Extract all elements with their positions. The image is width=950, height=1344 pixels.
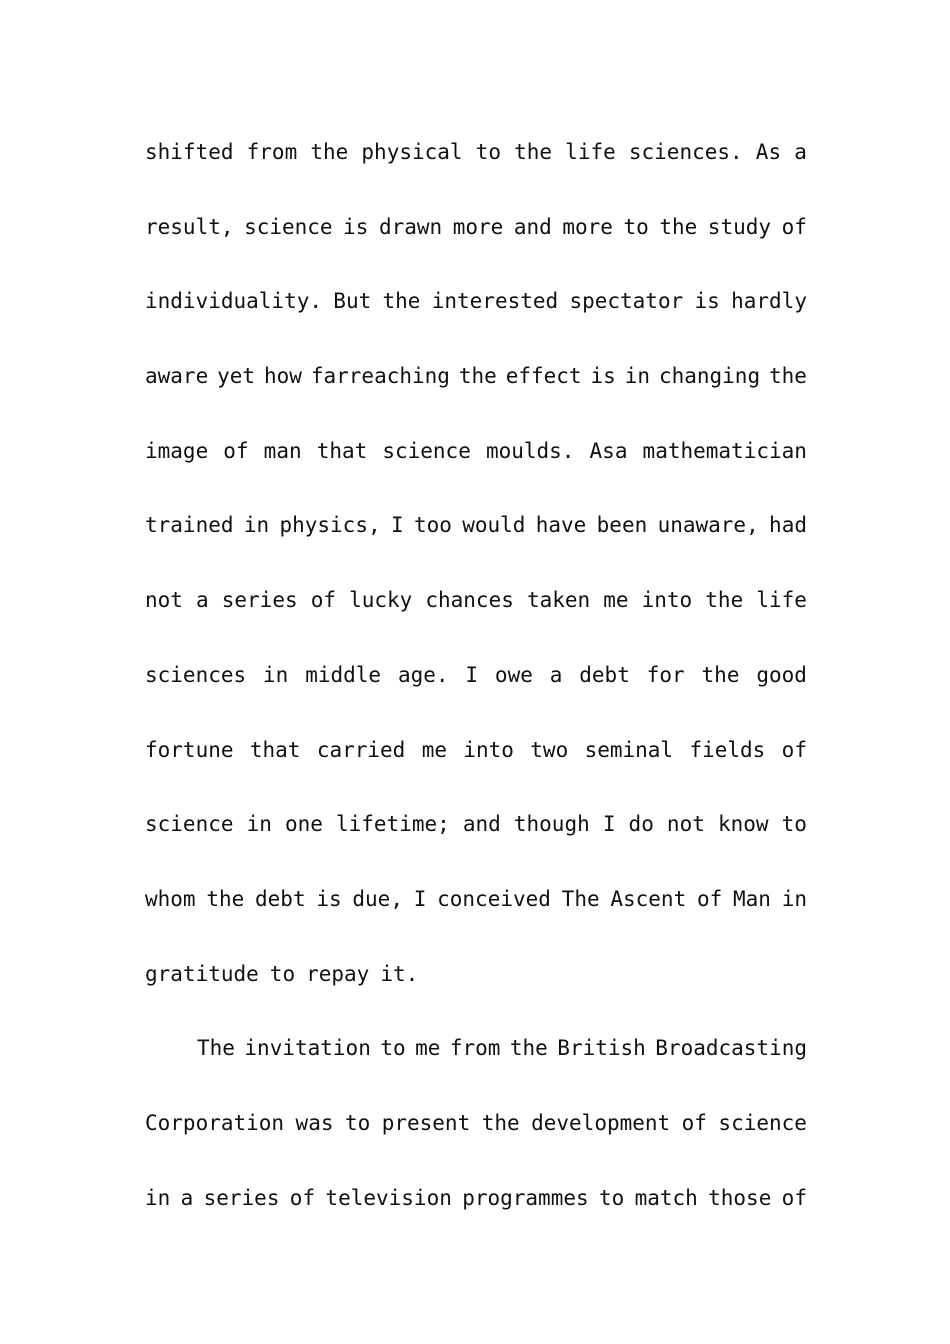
word: to [380,1036,406,1061]
word: do [628,812,654,837]
word: to [781,812,807,837]
word: the [659,214,698,239]
body-text [145,134,807,1254]
word: I [465,662,479,687]
text-line [145,433,807,508]
word: science [382,438,471,463]
word: man [263,438,302,463]
word: though [513,812,590,837]
word: not [145,588,183,613]
word: whom [145,886,196,911]
word: Ascent [610,886,687,911]
text-line [145,956,807,1031]
word: shifted [145,140,234,164]
word: sciences. [628,140,743,164]
text-line [145,582,807,657]
word: As [755,140,782,164]
word: Broadcasting [655,1036,807,1061]
word: physical [361,140,463,164]
word: me [421,737,447,762]
text-line [145,283,807,358]
word: is [316,886,342,911]
word: the [206,886,245,911]
word: television [325,1185,452,1210]
word: of [781,737,807,762]
word: result, [145,214,234,239]
word: the [382,289,421,314]
word: in [243,513,270,538]
word: owe [494,662,533,687]
word: the [310,140,349,164]
word: seminal [584,737,674,762]
word: repay [306,961,370,986]
word: a [794,140,807,164]
text-line [145,358,807,433]
word: that [249,737,301,762]
word: physics, [279,513,381,538]
word: effect [505,364,582,389]
word: me [415,1036,441,1061]
word: I [602,812,616,837]
word: spectator [569,289,684,314]
word: lifetime; [335,812,450,837]
word: in [624,364,651,389]
word: match [634,1185,698,1210]
word: in [263,662,289,687]
word: of [781,214,807,239]
word: moulds. [485,438,575,463]
word: to [344,1110,371,1135]
word: in [246,812,272,837]
word: Asa [589,438,628,463]
text-line [145,1030,807,1105]
word: the [481,1110,520,1135]
word: life [756,588,807,613]
word: the [514,140,553,164]
word: carried [316,737,406,762]
word: to [269,961,296,986]
word: and [462,812,501,837]
word: the [509,1036,548,1061]
word: that [316,438,368,463]
word: a [549,662,563,687]
word: chances [425,588,514,613]
word: to [475,140,501,164]
word: farreaching [310,364,450,389]
word: is [343,214,369,239]
word: present [381,1110,471,1135]
text-line [145,806,807,881]
word: too [413,513,452,538]
word: into [641,588,693,613]
word: the [705,588,744,613]
word: gratitude [145,961,259,986]
word: the [701,662,740,687]
word: the [769,364,807,389]
word: one [284,812,323,837]
word: mathematician [642,438,807,463]
word: The [561,886,600,911]
word: was [295,1110,334,1135]
word: age. [397,662,449,687]
word: Corporation [145,1110,285,1135]
word: science [145,812,234,837]
word: it. [380,961,419,986]
word: of [223,438,249,463]
word: interested [431,289,559,314]
word: not [666,812,705,837]
word: fields [689,737,766,762]
word: to [623,214,649,239]
word: in [781,886,807,911]
word: yet [217,364,256,389]
text-line [145,209,807,284]
word: fortune [145,737,234,762]
word: series [203,1185,280,1210]
word: sciences [145,662,247,687]
word: of [310,588,336,613]
word: have [535,513,587,538]
word: taken [526,588,591,613]
text-line [145,1105,807,1180]
word: But [333,289,372,314]
word: I [413,886,427,911]
word: had [769,513,807,538]
word: more [452,214,504,239]
word: into [463,737,514,762]
word: know [717,812,769,837]
word: the [458,364,497,389]
word: individuality. [145,289,323,314]
word: a [196,588,209,613]
word: development [531,1110,671,1135]
word: of [681,1110,707,1135]
word: I [390,513,404,538]
text-line [145,134,807,209]
word: life [565,140,616,164]
word: hardly [731,289,807,314]
word: image [145,438,209,463]
word: to [598,1185,625,1210]
word: how [264,364,302,389]
word: The [197,1036,235,1061]
word: Man [733,886,771,911]
word: of [696,886,723,911]
text-line [145,1180,807,1255]
word: science [244,214,333,239]
word: debt [579,662,630,687]
word: British [557,1036,646,1061]
word: lucky [349,588,413,613]
word: changing [658,364,761,389]
text-line [145,507,807,582]
text-line [145,732,807,807]
word: would [462,513,526,538]
word: is [590,364,616,389]
word: of [289,1185,316,1210]
word: study [707,214,772,239]
word: science [718,1110,807,1135]
word: invitation [244,1036,371,1061]
word: unaware, [657,513,759,538]
word: drawn [378,214,443,239]
word: programmes [462,1185,589,1210]
word: debt [255,886,306,911]
word: in [145,1185,171,1210]
word: middle [305,662,382,687]
word: is [694,289,720,314]
text-line [145,881,807,956]
word: a [180,1185,194,1210]
text-line [145,657,807,732]
word: for [646,662,685,687]
word: from [449,1036,501,1061]
word: good [756,662,807,687]
word: of [781,1185,807,1210]
word: trained [145,513,234,538]
word: those [708,1185,772,1210]
word: been [596,513,648,538]
word: more [562,214,613,239]
word: me [603,588,629,613]
word: two [530,737,569,762]
word: series [221,588,298,613]
word: and [513,214,552,239]
word: conceived [437,886,551,911]
word: from [246,140,298,164]
word: aware [145,364,209,389]
word: due, [352,886,403,911]
